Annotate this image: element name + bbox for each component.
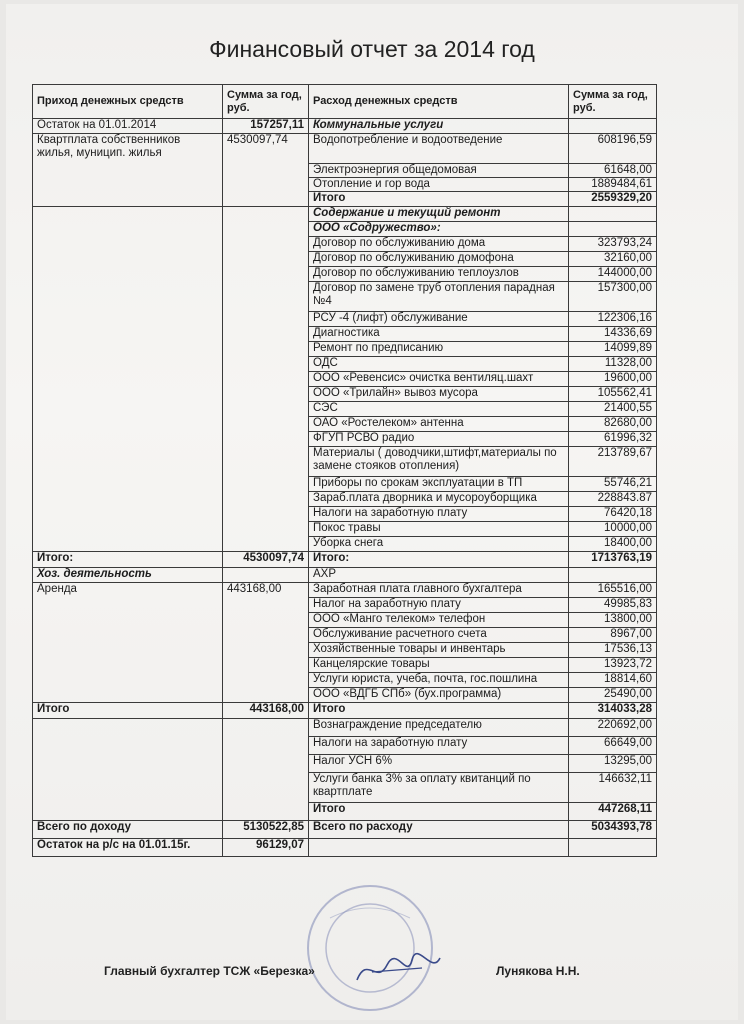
income-balance-label: Остаток на 01.01.2014 (33, 119, 223, 134)
maintenance-item-value: 11328,00 (569, 357, 657, 372)
maintenance-item-label: Договор по замене труб отопления парадная №4 (309, 282, 569, 312)
income-rent-owners-label: Квартплата собственников жилья, муницип. жилья (33, 134, 223, 207)
lease-value: 443168,00 (223, 583, 309, 703)
admin-item-value: 13923,72 (569, 658, 657, 673)
empty-cell (223, 207, 309, 552)
maintenance-item-label: ООО «Ревенсис» очистка вентиляц.шахт (309, 372, 569, 387)
maintenance-item-value: 10000,00 (569, 522, 657, 537)
signature-name: Лунякова Н.Н. (496, 964, 580, 978)
admin-item-value: 49985,83 (569, 598, 657, 613)
table-row (33, 119, 657, 134)
maintenance-item-label: Приборы по срокам эксплуатации в ТП (309, 477, 569, 492)
utility-value: 608196,59 (569, 134, 657, 164)
other-expense-value: 220692,00 (569, 719, 657, 737)
empty-cell (223, 568, 309, 583)
income-subtotal1-value: 4530097,74 (223, 552, 309, 568)
admin-item-value: 8967,00 (569, 628, 657, 643)
income-balance-value: 157257,11 (223, 119, 309, 134)
empty-cell (33, 207, 223, 552)
admin-item-value: 25490,00 (569, 688, 657, 703)
admin-section: АХР (309, 568, 569, 583)
signature-position: Главный бухгалтер ТСЖ «Березка» (104, 964, 315, 978)
maintenance-item-label: Уборка снега (309, 537, 569, 552)
empty-cell (569, 207, 657, 222)
other-total-value: 447268,11 (569, 803, 657, 821)
maintenance-item-value: 82680,00 (569, 417, 657, 432)
maintenance-item-value: 76420,18 (569, 507, 657, 522)
maintenance-item-value: 32160,00 (569, 252, 657, 267)
table-row (33, 134, 657, 164)
utilities-total-label: Итого (309, 192, 569, 207)
admin-item-label: Услуги юриста, учеба, почта, гос.пошлина (309, 673, 569, 688)
maintenance-item-label: ФГУП РСВО радио (309, 432, 569, 447)
remainder-label: Остаток на р/с на 01.01.15г. (33, 839, 223, 857)
admin-item-label: Канцелярские товары (309, 658, 569, 673)
maintenance-section: Содержание и текущий ремонт (309, 207, 569, 222)
empty-cell (569, 568, 657, 583)
utility-value: 61648,00 (569, 164, 657, 178)
expense-total-label: Всего по расходу (309, 821, 569, 839)
other-total-label: Итого (309, 803, 569, 821)
admin-item-value: 13800,00 (569, 613, 657, 628)
other-expense-value: 146632,11 (569, 773, 657, 803)
maintenance-item-value: 18400,00 (569, 537, 657, 552)
income-rent-owners-value: 4530097,74 (223, 134, 309, 207)
maintenance-total-label: Итого: (309, 552, 569, 568)
other-expense-value: 13295,00 (569, 755, 657, 773)
table-row (33, 719, 657, 737)
admin-item-label: Налог на заработную плату (309, 598, 569, 613)
maintenance-item-value: 228843.87 (569, 492, 657, 507)
remainder-value: 96129,07 (223, 839, 309, 857)
income-total-value: 5130522,85 (223, 821, 309, 839)
income-sum-header: Сумма за год, руб. (223, 85, 309, 119)
expense-total-value: 5034393,78 (569, 821, 657, 839)
utility-label: Электроэнергия общедомовая (309, 164, 569, 178)
income-column-header: Приход денежных средств (33, 85, 223, 119)
admin-item-value: 18814,60 (569, 673, 657, 688)
income-subtotal1-label: Итого: (33, 552, 223, 568)
empty-cell (569, 222, 657, 237)
maintenance-item-value: 157300,00 (569, 282, 657, 312)
other-expense-label: Вознаграждение председателю (309, 719, 569, 737)
empty-cell (33, 719, 223, 821)
admin-total-value: 314033,28 (569, 703, 657, 719)
table-row (33, 583, 657, 598)
lease-label: Аренда (33, 583, 223, 703)
utilities-total-value: 2559329,20 (569, 192, 657, 207)
page-title: Финансовый отчет за 2014 год (209, 36, 535, 62)
maintenance-item-value: 19600,00 (569, 372, 657, 387)
maintenance-item-value: 213789,67 (569, 447, 657, 477)
other-expense-label: Услуги банка 3% за оплату квитанций по квартплате (309, 773, 569, 803)
income-subtotal2-value: 443168,00 (223, 703, 309, 719)
maintenance-item-value: 14336,69 (569, 327, 657, 342)
income-total-label: Всего по доходу (33, 821, 223, 839)
handwritten-signature (352, 950, 442, 990)
maintenance-item-label: Материалы ( доводчики,штифт,материалы по замене стояков отопления) (309, 447, 569, 477)
contractor-name: ООО «Содружество»: (309, 222, 569, 237)
maintenance-item-label: Зараб.плата дворника и мусороуборщика (309, 492, 569, 507)
maintenance-item-label: Налоги на заработную плату (309, 507, 569, 522)
maintenance-item-value: 61996,32 (569, 432, 657, 447)
other-expense-label: Налог УСН 6% (309, 755, 569, 773)
admin-total-label: Итого (309, 703, 569, 719)
maintenance-item-label: ОДС (309, 357, 569, 372)
utility-label: Отопление и гор вода (309, 178, 569, 192)
table-row (33, 703, 657, 719)
admin-item-label: Заработная плата главного бухгалтера (309, 583, 569, 598)
table-row (33, 85, 657, 119)
admin-item-value: 165516,00 (569, 583, 657, 598)
maintenance-item-label: ООО «Трилайн» вывоз мусора (309, 387, 569, 402)
table-row (33, 207, 657, 222)
maintenance-item-value: 144000,00 (569, 267, 657, 282)
maintenance-item-label: Договор по обслуживанию теплоузлов (309, 267, 569, 282)
seal-stamp (300, 878, 440, 1018)
empty-cell (569, 839, 657, 857)
maintenance-item-label: РСУ -4 (лифт) обслуживание (309, 312, 569, 327)
maintenance-item-value: 323793,24 (569, 237, 657, 252)
maintenance-total-value: 1713763,19 (569, 552, 657, 568)
utility-value: 1889484,61 (569, 178, 657, 192)
maintenance-item-value: 55746,21 (569, 477, 657, 492)
other-expense-label: Налоги на заработную плату (309, 737, 569, 755)
maintenance-item-label: Ремонт по предписанию (309, 342, 569, 357)
econ-section: Хоз. деятельность (33, 568, 223, 583)
table-row (33, 552, 657, 568)
table-row (33, 821, 657, 839)
maintenance-item-value: 21400,55 (569, 402, 657, 417)
empty-cell (223, 719, 309, 821)
utilities-section: Коммунальные услуги (309, 119, 569, 134)
table-row (33, 568, 657, 583)
expense-column-header: Расход денежных средств (309, 85, 569, 119)
maintenance-item-label: Договор по обслуживанию дома (309, 237, 569, 252)
financial-report-table (32, 84, 657, 857)
admin-item-label: Хозяйственные товары и инвентарь (309, 643, 569, 658)
maintenance-item-value: 105562,41 (569, 387, 657, 402)
admin-item-label: ООО «Манго телеком» телефон (309, 613, 569, 628)
maintenance-item-label: СЭС (309, 402, 569, 417)
empty-cell (309, 839, 569, 857)
maintenance-item-label: Покос травы (309, 522, 569, 537)
maintenance-item-label: Договор по обслуживанию домофона (309, 252, 569, 267)
empty-cell (569, 119, 657, 134)
maintenance-item-value: 122306,16 (569, 312, 657, 327)
admin-item-label: Обслуживание расчетного счета (309, 628, 569, 643)
maintenance-item-value: 14099,89 (569, 342, 657, 357)
income-subtotal2-label: Итого (33, 703, 223, 719)
admin-item-label: ООО «ВДГБ СПб» (бух.программа) (309, 688, 569, 703)
admin-item-value: 17536,13 (569, 643, 657, 658)
table-row (33, 839, 657, 857)
utility-label: Водопотребление и водоотведение (309, 134, 569, 164)
other-expense-value: 66649,00 (569, 737, 657, 755)
expense-sum-header: Сумма за год, руб. (569, 85, 657, 119)
maintenance-item-label: Диагностика (309, 327, 569, 342)
maintenance-item-label: ОАО «Ростелеком» антенна (309, 417, 569, 432)
